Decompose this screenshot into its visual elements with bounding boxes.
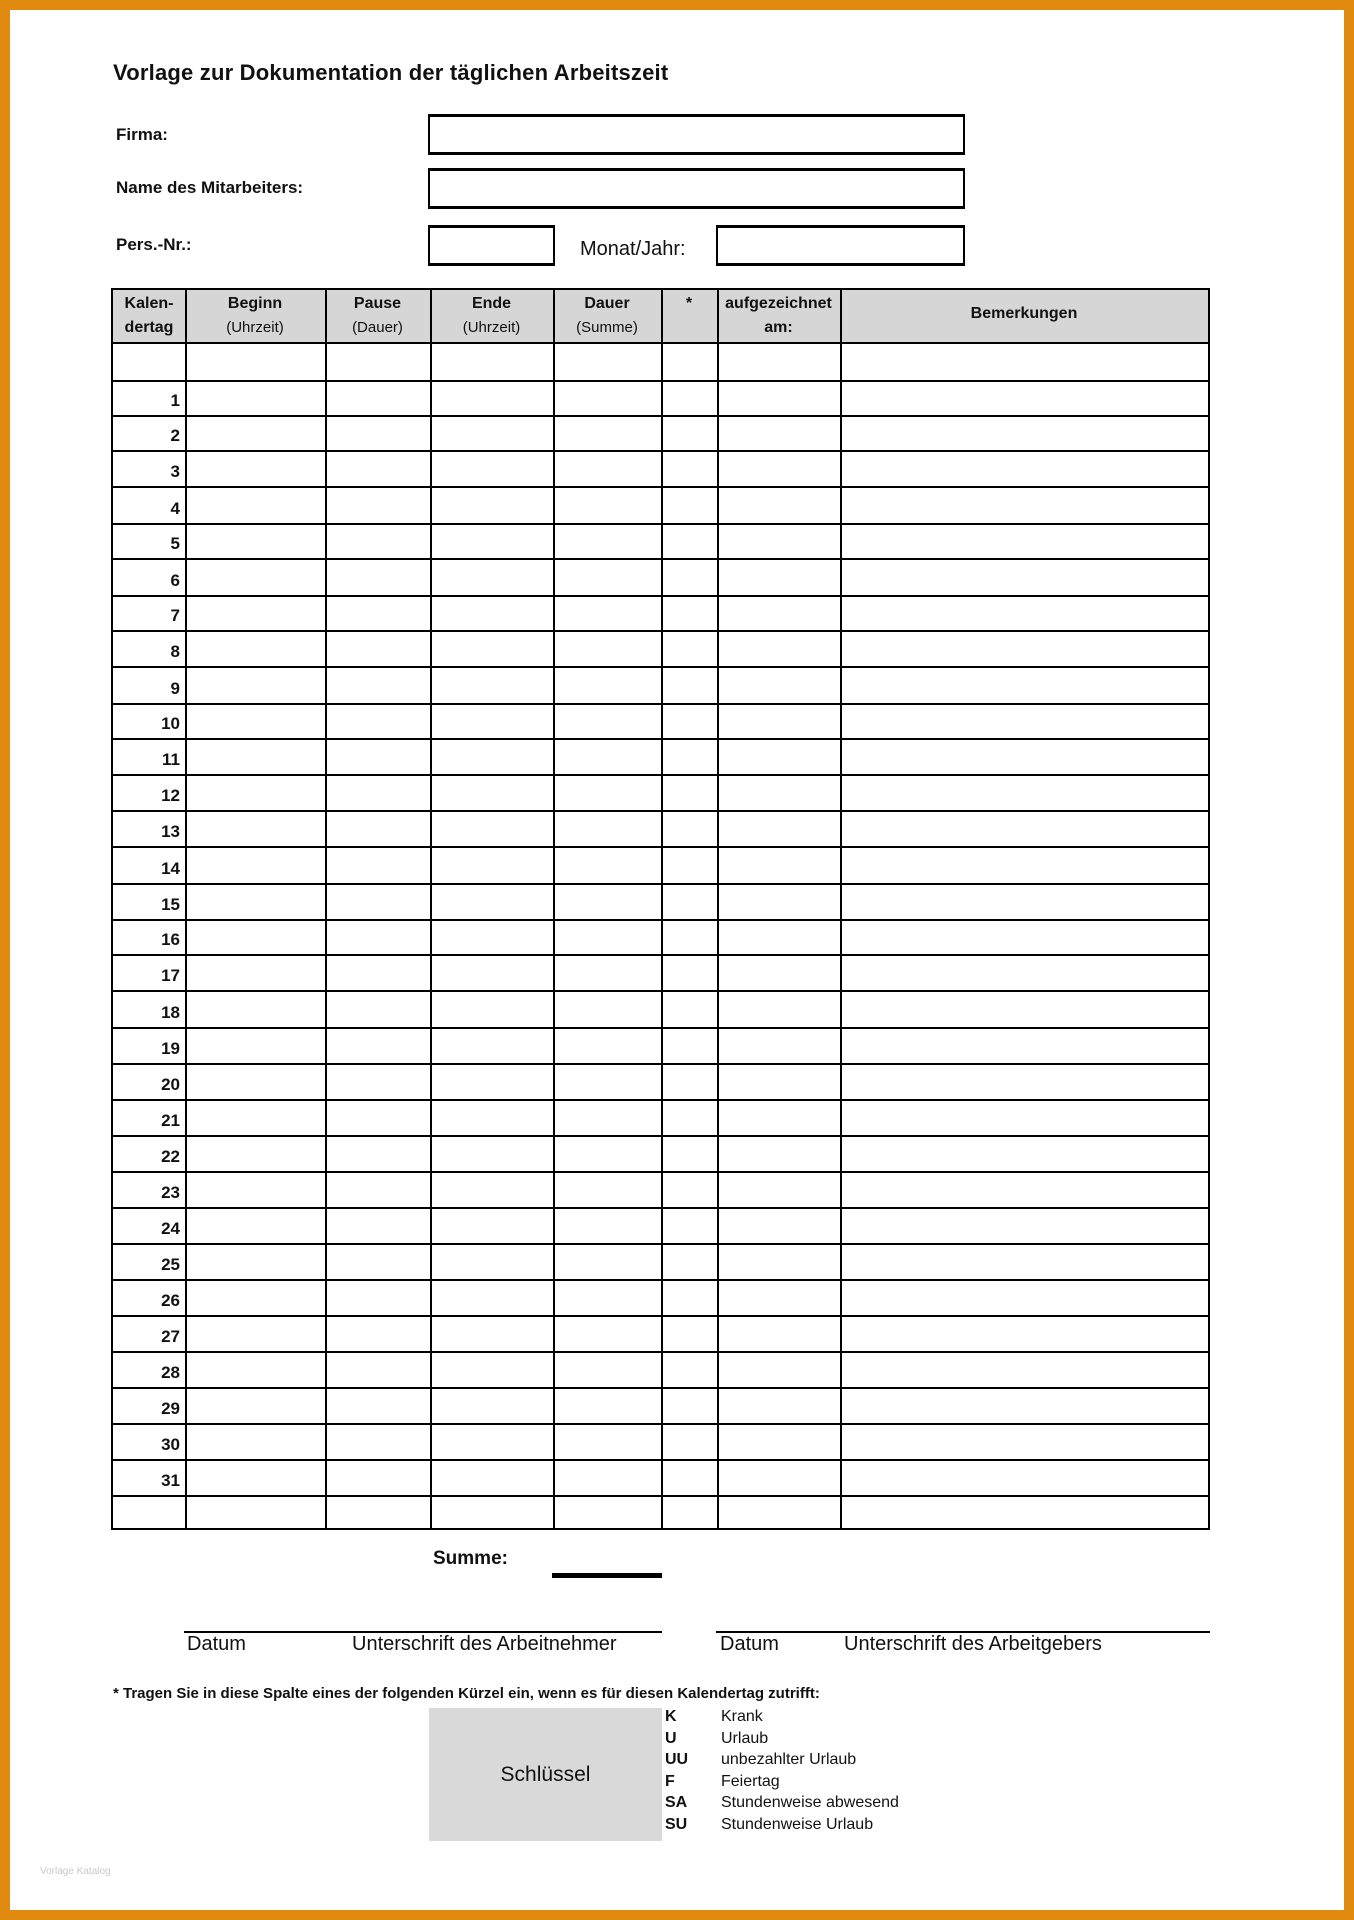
key-description: Urlaub bbox=[721, 1729, 769, 1747]
column-header bbox=[325, 290, 430, 342]
day-number: 11 bbox=[162, 750, 180, 769]
row-divider bbox=[113, 1351, 1208, 1353]
column-header bbox=[553, 290, 661, 342]
day-number: 9 bbox=[170, 679, 180, 698]
row-divider bbox=[113, 380, 1208, 382]
key-title: Schlüssel bbox=[500, 1762, 591, 1786]
monat-label: Monat/Jahr: bbox=[580, 238, 686, 260]
column-header bbox=[113, 290, 185, 342]
row-divider bbox=[113, 1243, 1208, 1245]
key-description: unbezahlter Urlaub bbox=[721, 1751, 857, 1768]
day-number: 2 bbox=[170, 426, 180, 445]
summe-field[interactable] bbox=[552, 1573, 662, 1578]
column-header-sub: (Summe) bbox=[576, 319, 638, 336]
key-code: UU bbox=[665, 1751, 689, 1768]
key-description: Stundenweise abwesend bbox=[721, 1794, 899, 1811]
row-divider bbox=[113, 1459, 1208, 1461]
watermark: Vorlage Katalog bbox=[40, 1866, 111, 1877]
column-header-main: Dauer bbox=[584, 295, 630, 312]
footnote: * Tragen Sie in diese Spalte eines der folgenden Kürzel ein, wenn es für diesen Kalendertag zutrifft: bbox=[113, 1685, 820, 1702]
summe-label: Summe: bbox=[433, 1548, 508, 1569]
column-header-main: Pause bbox=[353, 295, 402, 312]
row-divider bbox=[113, 883, 1208, 885]
day-number: 7 bbox=[170, 606, 180, 625]
column-divider bbox=[325, 290, 327, 1528]
column-divider bbox=[553, 290, 555, 1528]
column-header-sub: (Dauer) bbox=[352, 319, 403, 336]
column-header-main: Kalen- bbox=[124, 295, 174, 312]
row-divider bbox=[113, 1207, 1208, 1209]
key-code: F bbox=[665, 1772, 675, 1790]
column-header-main: Bemerkungen bbox=[970, 305, 1078, 322]
column-header-main: Ende bbox=[471, 295, 512, 312]
column-divider bbox=[661, 290, 663, 1528]
row-divider bbox=[113, 738, 1208, 740]
day-number: 5 bbox=[170, 534, 180, 553]
datum-right-label: Datum bbox=[720, 1633, 779, 1655]
key-code: SA bbox=[665, 1794, 688, 1811]
column-header-sub: (Uhrzeit) bbox=[226, 319, 284, 336]
row-divider bbox=[113, 810, 1208, 812]
firma-field[interactable] bbox=[428, 114, 965, 155]
day-number: 31 bbox=[161, 1471, 180, 1490]
row-divider bbox=[113, 558, 1208, 560]
row-divider bbox=[113, 1315, 1208, 1317]
row-divider bbox=[113, 1495, 1208, 1497]
row-divider bbox=[113, 415, 1208, 417]
row-divider bbox=[113, 486, 1208, 488]
row-divider bbox=[113, 523, 1208, 525]
row-divider bbox=[113, 1135, 1208, 1137]
day-number: 17 bbox=[161, 966, 180, 985]
monat-field[interactable] bbox=[716, 225, 965, 266]
key-description: Stundenweise Urlaub bbox=[721, 1815, 874, 1833]
key-code: U bbox=[665, 1729, 677, 1747]
day-number: 18 bbox=[161, 1003, 180, 1022]
day-number: 6 bbox=[170, 571, 180, 590]
day-number: 28 bbox=[161, 1363, 180, 1382]
column-header bbox=[717, 290, 840, 342]
row-divider bbox=[113, 919, 1208, 921]
datum-left-label: Datum bbox=[187, 1633, 246, 1655]
key-description: Krank bbox=[721, 1708, 763, 1725]
day-number: 23 bbox=[161, 1183, 180, 1202]
column-header-sub: dertag bbox=[124, 319, 174, 336]
column-divider bbox=[185, 290, 187, 1528]
row-divider bbox=[113, 954, 1208, 956]
day-number: 14 bbox=[161, 859, 180, 878]
row-divider bbox=[113, 846, 1208, 848]
column-divider bbox=[430, 290, 432, 1528]
key-box bbox=[429, 1708, 662, 1841]
day-number: 13 bbox=[161, 822, 180, 841]
key-code: SU bbox=[665, 1815, 688, 1833]
column-header-main: aufgezeichnet bbox=[725, 295, 832, 312]
row-divider bbox=[113, 1279, 1208, 1281]
day-number: 12 bbox=[161, 786, 180, 805]
column-header bbox=[661, 290, 717, 342]
row-divider bbox=[113, 990, 1208, 992]
row-divider bbox=[113, 595, 1208, 597]
time-table bbox=[111, 288, 1210, 1530]
day-number: 26 bbox=[161, 1291, 180, 1310]
row-divider bbox=[113, 774, 1208, 776]
day-number: 8 bbox=[170, 642, 180, 661]
column-header-sub: am: bbox=[764, 319, 793, 336]
column-header bbox=[840, 290, 1208, 342]
day-number: 20 bbox=[161, 1075, 180, 1094]
column-header bbox=[185, 290, 325, 342]
column-header-sub: (Uhrzeit) bbox=[462, 319, 521, 336]
row-divider bbox=[113, 630, 1208, 632]
day-number: 21 bbox=[161, 1111, 180, 1130]
row-divider bbox=[113, 1063, 1208, 1065]
day-number: 29 bbox=[161, 1399, 180, 1418]
row-divider bbox=[113, 1027, 1208, 1029]
column-header-main: Beginn bbox=[227, 295, 283, 312]
day-number: 30 bbox=[161, 1435, 180, 1454]
row-divider bbox=[113, 1387, 1208, 1389]
day-number: 22 bbox=[161, 1147, 180, 1166]
day-number: 16 bbox=[161, 930, 180, 949]
day-number: 27 bbox=[161, 1327, 180, 1346]
row-divider bbox=[113, 1171, 1208, 1173]
column-header-main: * bbox=[685, 295, 693, 312]
row-divider bbox=[113, 450, 1208, 452]
persnr-label: Pers.-Nr.: bbox=[116, 235, 192, 254]
firma-label: Firma: bbox=[116, 125, 168, 144]
employer-signature-label: Unterschrift des Arbeitgebers bbox=[844, 1633, 1102, 1655]
row-divider bbox=[113, 703, 1208, 705]
day-number: 3 bbox=[170, 462, 180, 481]
day-number: 1 bbox=[170, 391, 180, 410]
day-number: 4 bbox=[170, 499, 180, 518]
page-title: Vorlage zur Dokumentation der täglichen Arbeitszeit bbox=[113, 60, 669, 85]
employee-signature-label: Unterschrift des Arbeitnehmer bbox=[352, 1633, 617, 1655]
key-code: K bbox=[665, 1708, 677, 1725]
name-field[interactable] bbox=[428, 168, 965, 209]
column-header bbox=[430, 290, 553, 342]
day-number: 10 bbox=[161, 714, 180, 733]
column-divider bbox=[840, 290, 842, 1528]
row-divider bbox=[113, 666, 1208, 668]
day-number: 19 bbox=[161, 1039, 180, 1058]
key-description: Feiertag bbox=[721, 1772, 780, 1790]
row-divider bbox=[113, 1423, 1208, 1425]
persnr-field[interactable] bbox=[428, 225, 555, 266]
name-label: Name des Mitarbeiters: bbox=[116, 178, 304, 197]
row-divider bbox=[113, 1099, 1208, 1101]
column-divider bbox=[717, 290, 719, 1528]
day-number: 24 bbox=[161, 1219, 180, 1238]
day-number: 15 bbox=[161, 895, 180, 914]
day-number: 25 bbox=[161, 1255, 180, 1274]
